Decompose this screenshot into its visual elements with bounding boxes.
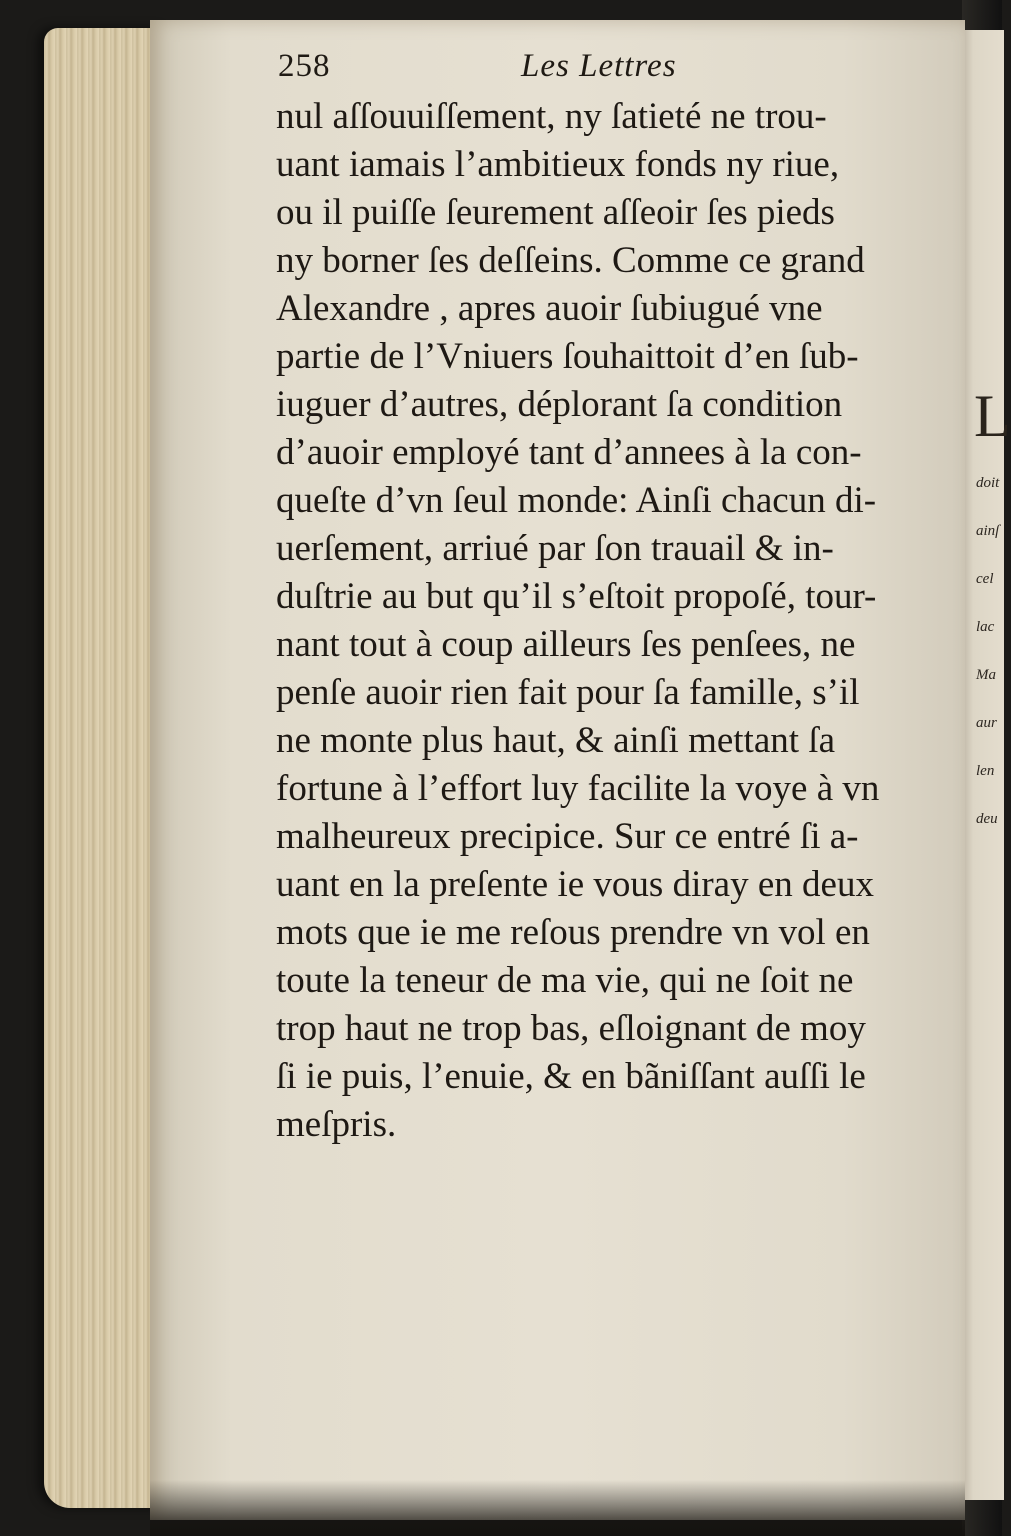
facing-page-fragment: lac (976, 619, 995, 635)
text-line: duſtrie au but qu’il s’eſtoit propoſé, tour- (276, 576, 877, 617)
text-line: uerſement, arriué par ſon trauail & in- (276, 528, 834, 569)
text-line: penſe auoir rien fait pour ſa famille, s’il (276, 672, 860, 713)
bottom-shadow (150, 1480, 965, 1536)
body-text (276, 93, 926, 1149)
text-line: uant en la preſente ie vous diray en deux (276, 864, 874, 905)
text-line: ny borner ſes deſſeins. Comme ce grand (276, 240, 865, 281)
text-line: Alexandre , apres auoir ſubiugué vne (276, 288, 823, 329)
facing-page-fragment: Ma (976, 667, 996, 683)
text-line: ou il puiſſe ſeurement aſſeoir ſes pieds (276, 192, 835, 233)
text-line: fortune à l’effort luy facilite la voye à vn (276, 768, 880, 809)
page-block-edges (44, 28, 164, 1508)
facing-page-fragment: ainſ (976, 523, 1000, 539)
running-title: Les Lettres (521, 48, 677, 84)
text-line: d’auoir employé tant d’annees à la con- (276, 432, 862, 473)
facing-page-drop-cap: L (974, 383, 1011, 449)
text-line: mots que ie me reſous prendre vn vol en (276, 912, 870, 953)
facing-page-fragment: len (976, 763, 995, 779)
facing-page-fragment: cel (976, 571, 994, 587)
text-line: iuguer d’autres, déplorant ſa condition (276, 384, 843, 425)
text-line: nant tout à coup ailleurs ſes penſees, ne (276, 624, 856, 665)
text-line: ne monte plus haut, & ainſi mettant ſa (276, 720, 835, 761)
facing-page-fragment: doit (976, 475, 1000, 491)
text-line: ſi ie puis, l’enuie, & en bãniſſant auſſi le (276, 1056, 866, 1097)
text-line: trop haut ne trop bas, eſloignant de moy (276, 1008, 866, 1049)
text-line: nul aſſouuiſſement, ny ſatieté ne trou- (276, 96, 827, 137)
facing-page-fragment: deu (976, 811, 998, 827)
text-line: queſte d’vn ſeul monde: Ainſi chacun di- (276, 480, 877, 521)
text-line: uant iamais l’ambitieux fonds ny riue, (276, 144, 840, 185)
text-line: meſpris. (276, 1104, 397, 1145)
text-line: partie de l’Vniuers ſouhaittoit d’en ſub- (276, 336, 859, 377)
text-line: toute la teneur de ma vie, qui ne ſoit ne (276, 960, 854, 1001)
facing-page-fragment: aur (976, 715, 997, 731)
text-line: malheureux precipice. Sur ce entré ſi a- (276, 816, 859, 857)
page-number: 258 (278, 48, 331, 84)
